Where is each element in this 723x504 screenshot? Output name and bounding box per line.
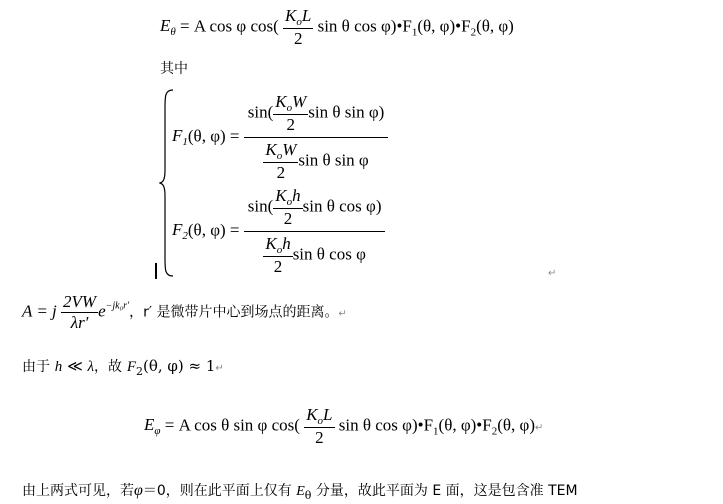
qizhong-label: 其中 (160, 61, 188, 77)
eq1-body-b: sin θ cos φ)•F (317, 16, 412, 36)
f1-definition (172, 92, 388, 183)
eq2-fraction: $\frac{K_oL}{2}$ (306, 405, 333, 447)
eq2-body-a: = A cos θ sin φ cos( (164, 415, 300, 435)
eq1-fraction: $\frac{K_oL}{2}$ (285, 6, 312, 48)
eq2-f1-sub: 1 (433, 425, 439, 438)
a-fraction: $\frac{2VW}{\lambda r'}$ (63, 292, 97, 332)
f1-fraction: sin( $\frac{K_oW}{2}$ sin θ sin φ) $\frac{K_oW}{2}$ sin θ sin φ (244, 92, 389, 183)
eq1-body-c: (θ, φ)•F (417, 16, 471, 36)
eq2-body-d: (θ, φ) (497, 415, 535, 435)
eq1-f1-sub: 1 (411, 26, 418, 39)
para-mark-3: ↵ (215, 363, 224, 374)
f2-fraction: sin( $\frac{K_oh}{2}$ sin θ cos φ) $\frac{K_oh}{2}$ sin θ cos φ (244, 186, 386, 277)
f2-args: (θ, φ) = (187, 220, 240, 240)
para-mark-1: ↵ (548, 268, 557, 279)
eq1-f2-sub: 2 (470, 26, 477, 39)
eq2-body-c: (θ, φ)•F (438, 415, 492, 435)
a-lhs: A = j (22, 301, 57, 321)
equation-e-phi (144, 405, 543, 448)
a-tail-text: ，r′ 是微带片中心到场点的距离。 (129, 304, 339, 321)
f1-label: $F_1$ (172, 126, 188, 149)
condition-line: 由于 h ≪ λ，故 $F_2(\theta$, φ) ≈ 1↵ (22, 357, 224, 378)
f1-args: (θ, φ) = (187, 126, 240, 146)
eq2-body-b: sin θ cos φ)•F (338, 415, 434, 435)
eq2-f2-sub: 2 (491, 425, 498, 438)
para-mark-2: ↵ (338, 308, 347, 320)
f2-label: $F_2$ (172, 220, 188, 243)
a-exp-sup: −jk₀r′ (105, 300, 130, 312)
a-exp-base: e (98, 301, 106, 321)
para-mark-4: ↵ (535, 422, 544, 434)
e-phi-symbol: $E_\varphi$ (144, 415, 161, 438)
conclusion-line: 由上两式可见，若φ＝0，则在此平面上仅有 $E_\theta$ 分量，故此平面为 E 面，这是包含准 TEM (22, 482, 578, 502)
f2-definition (172, 186, 385, 277)
a-definition (22, 292, 347, 333)
text-cursor (155, 263, 157, 279)
eq1-body-d: (θ, φ) (476, 16, 514, 36)
eq1-body-a: = A cos φ cos( (180, 16, 279, 36)
equation-e-theta (160, 6, 514, 49)
e-theta-symbol: $E_\theta$ (160, 16, 176, 39)
